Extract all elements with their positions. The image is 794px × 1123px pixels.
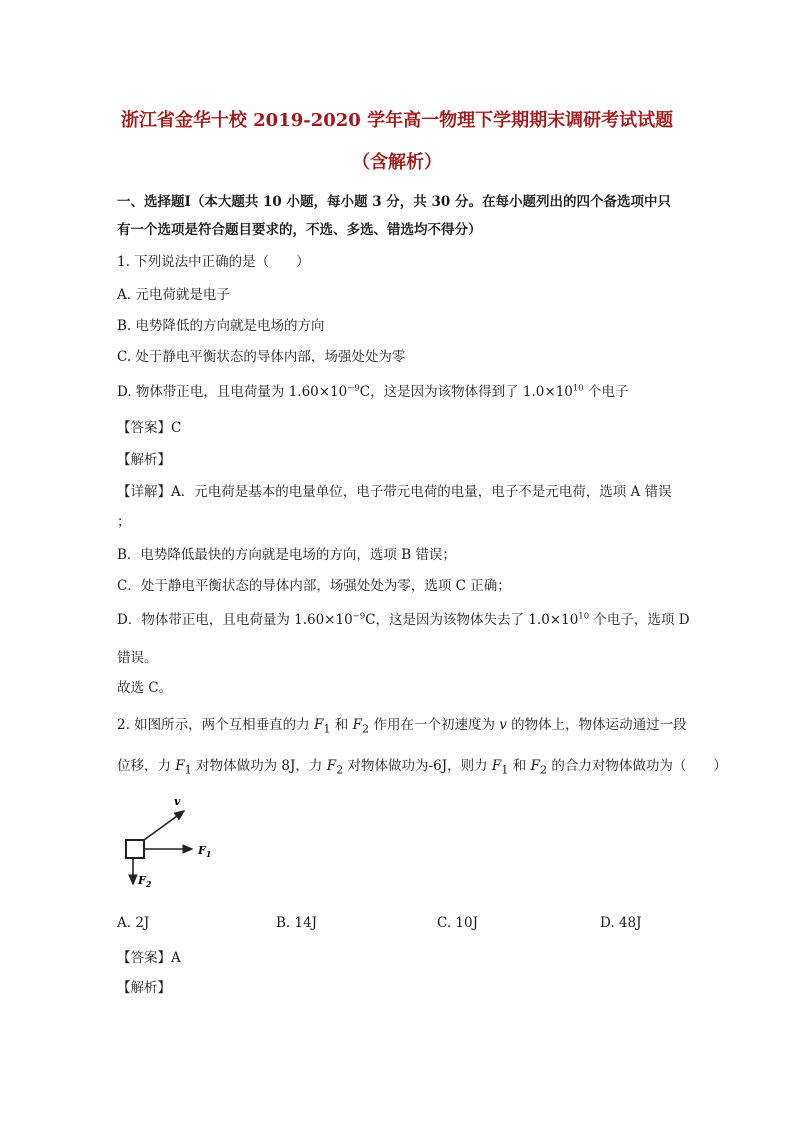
label-f1: $F_1$ xyxy=(198,844,212,859)
q2-option-a: A. 2J xyxy=(117,915,150,931)
q1-detail-d: D．物体带正电，且电荷量为 $1.60\times 10^{-9}C$，这是因为该物体失去了 $1.0\times 10^{10}$ 个电子，选项 D xyxy=(117,611,690,628)
q1-detail-c: C．处于静电平衡状态的导体内部，场强处处为零，选项 C 正确； xyxy=(117,578,511,594)
section-header-line1: 一、选择题Ⅰ（本大题共 10 小题，每小题 3 分，共 30 分。在每小题列出的四个备选项中只 xyxy=(117,194,671,210)
document-title: 浙江省金华十校 2019-2020 学年高一物理下学期期末调研考试试题 xyxy=(120,110,674,131)
q1-detail-a-cont: ； xyxy=(117,514,131,530)
q2-option-c: C. 10J xyxy=(437,915,479,931)
q1-detail-d-cont: 错误。 xyxy=(117,650,158,666)
q1-option-d: D. 物体带正电，且电荷量为 $1.60\times 10^{-9}C$，这是因为该物体得到了 $1.0\times 10^{10}$ 个电子 xyxy=(117,383,629,400)
document-title-suffix: （含解析） xyxy=(352,152,442,173)
q1-option-b: B. 电势降低的方向就是电场的方向 xyxy=(117,318,325,334)
q1-detail-a: 【详解】A．元电荷是基本的电量单位，电子带元电荷的电量，电子不是元电荷，选项 A 错误 xyxy=(117,484,672,500)
q2-analysis-label: 【解析】 xyxy=(117,980,171,996)
section-header-line2: 有一个选项是符合题目要求的，不选、多选、错选均不得分） xyxy=(117,222,482,238)
q2-option-b: B. 14J xyxy=(276,915,318,931)
force-diagram xyxy=(118,792,228,897)
label-f2: $F_2$ xyxy=(138,874,152,889)
q1-answer: 【答案】C xyxy=(117,420,182,436)
q1-option-a: A. 元电荷就是电子 xyxy=(117,287,230,303)
label-v: v xyxy=(174,795,181,808)
q2-stem-line2: 位移，力 $F_1$ 对物体做功为 8J，力 $F_2$ 对物体做功为-6J，则力 $F_1$ 和 $F_2$ 的合力对物体做功为（ ） xyxy=(117,758,727,777)
q1-analysis-label: 【解析】 xyxy=(117,452,171,468)
q1-stem: 1. 下列说法中正确的是（ ） xyxy=(117,254,310,270)
q1-conclusion: 故选 C。 xyxy=(117,680,173,696)
object-box xyxy=(126,840,144,858)
q2-option-d: D. 48J xyxy=(600,915,642,931)
q1-detail-b: B．电势降低最快的方向就是电场的方向，选项 B 错误； xyxy=(117,547,456,563)
velocity-arrow xyxy=(144,811,184,840)
q1-option-c: C. 处于静电平衡状态的导体内部，场强处处为零 xyxy=(117,349,406,365)
q2-answer: 【答案】A xyxy=(117,950,181,966)
q2-stem-line1: 2. 如图所示，两个互相垂直的力 $F_1$ 和 $F_2$ 作用在一个初速度为 v 的物体上，物体运动通过一段 xyxy=(117,717,687,736)
